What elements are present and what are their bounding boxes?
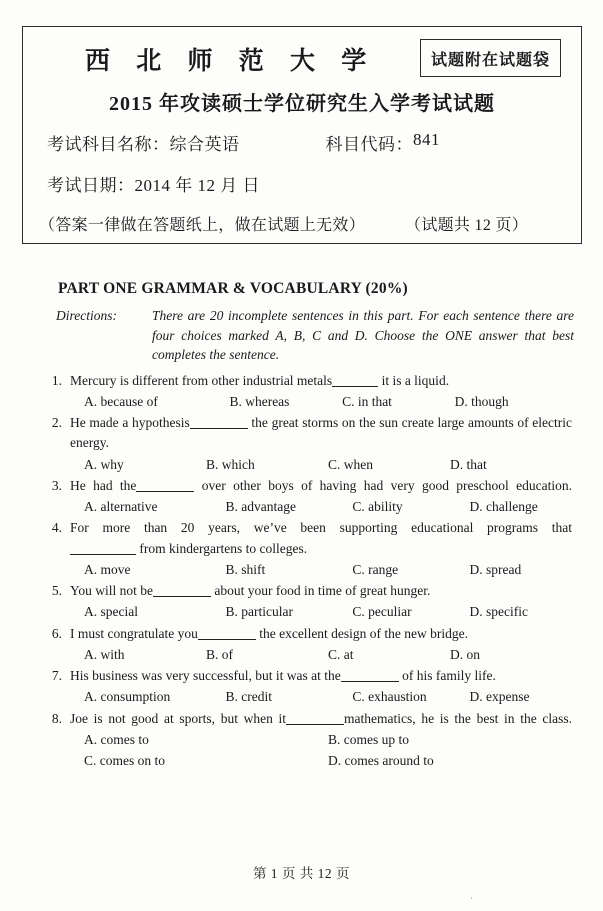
option-d[interactable]: D. though <box>454 393 509 409</box>
question-body <box>70 371 582 413</box>
subject-code-value: 841 <box>413 130 440 149</box>
option-c[interactable]: C. comes on to <box>84 753 165 769</box>
option-c[interactable]: C. exhaustion <box>352 689 427 705</box>
stem-part-b: about your food in time of great hunger. <box>214 583 431 599</box>
subject-line <box>37 130 567 155</box>
option-c[interactable]: C. range <box>352 561 399 577</box>
option-d[interactable]: D. challenge <box>469 499 538 515</box>
stem-part-a: Mercury is different from other industrial metals <box>70 372 333 388</box>
answer-blank <box>198 639 256 640</box>
date-line <box>37 171 567 196</box>
answer-blank <box>286 724 344 725</box>
option-a[interactable]: A. with <box>84 646 125 662</box>
question-stem <box>70 413 572 454</box>
stem-part-a: You will not be <box>70 583 154 599</box>
option-a[interactable]: A. comes to <box>84 731 149 747</box>
stem-part-a: For more than 20 years, we’ve been supporting educational programs that <box>70 520 572 536</box>
stem-part-b: over other boys of having had very good preschool education. <box>201 477 572 493</box>
question-item <box>40 709 582 772</box>
question-item <box>40 518 582 580</box>
total-pages-note: （试题共 12 页） <box>405 217 529 234</box>
answer-blank <box>341 681 399 682</box>
question-number: 5. <box>51 583 62 599</box>
question-body <box>70 666 582 708</box>
option-b[interactable]: B. advantage <box>225 499 296 515</box>
options-row <box>70 560 572 580</box>
options-row <box>70 497 572 517</box>
question-item <box>40 413 582 475</box>
stem-part-b: mathematics, he is the best in the class. <box>344 710 572 726</box>
question-number: 1. <box>51 372 62 388</box>
option-d[interactable]: D. that <box>450 456 487 472</box>
options-row <box>70 602 572 622</box>
notes-line <box>37 212 567 235</box>
question-stem <box>70 476 572 496</box>
question-number: 2. <box>51 415 62 431</box>
option-a[interactable]: A. special <box>84 604 138 620</box>
question-stem <box>70 371 572 391</box>
options-row <box>70 687 572 707</box>
page-footer: 第 1 页 共 12 页 <box>252 866 351 881</box>
question-stem-cont <box>70 539 572 559</box>
subject-label: 考试科目名称： <box>47 135 170 154</box>
header-top-row <box>37 37 567 77</box>
question-item <box>40 624 582 666</box>
option-a[interactable]: A. alternative <box>84 499 158 515</box>
date-label: 考试日期： <box>47 176 135 195</box>
directions-label: Directions: <box>56 308 117 323</box>
directions-block <box>56 306 582 365</box>
option-a[interactable]: A. why <box>84 456 124 472</box>
option-c[interactable]: C. when <box>328 456 373 472</box>
option-a[interactable]: A. consumption <box>84 689 171 705</box>
question-stem <box>70 518 572 538</box>
option-c[interactable]: C. in that <box>342 393 392 409</box>
university-name: 西 北 师 范 大 学 <box>85 48 377 75</box>
options-row <box>70 392 572 412</box>
option-d[interactable]: D. specific <box>469 604 528 620</box>
options-row <box>70 455 572 475</box>
option-d[interactable]: D. expense <box>469 689 530 705</box>
stem-part-b: the excellent design of the new bridge. <box>259 625 469 641</box>
options-row <box>70 645 572 665</box>
question-body <box>70 581 582 623</box>
stem-part-a: Joe is not good at sports, but when it <box>70 710 287 726</box>
options-row <box>70 730 572 750</box>
option-b[interactable]: B. comes up to <box>328 731 409 747</box>
option-b[interactable]: B. credit <box>225 689 273 705</box>
option-b[interactable]: B. which <box>206 456 255 472</box>
stem-part-b: of his family life. <box>402 668 496 684</box>
option-a[interactable]: A. because of <box>84 393 158 409</box>
date-value: 2014 年 12 月 日 <box>134 176 260 195</box>
option-b[interactable]: B. particular <box>225 604 293 620</box>
question-number: 7. <box>51 668 62 684</box>
exam-body <box>22 262 582 771</box>
exam-bag-note: 试题附在试题袋 <box>420 39 561 77</box>
answer-blank <box>332 386 378 387</box>
question-number: 4. <box>51 520 62 536</box>
directions-text: There are 20 incomplete sentences in this part. For each sentence there are four choices marked A, B, C and D. Choose the ONE answer that best completes the sentence. <box>152 308 574 363</box>
question-number: 6. <box>51 625 62 641</box>
question-body <box>70 476 582 518</box>
question-stem <box>70 581 572 601</box>
question-body <box>70 709 582 772</box>
subject-code-spacer <box>240 130 326 155</box>
question-item <box>40 371 582 413</box>
question-stem <box>70 709 572 729</box>
option-d[interactable]: D. comes around to <box>328 753 434 769</box>
question-body <box>70 518 582 580</box>
exam-header-box <box>22 26 582 244</box>
option-a[interactable]: A. move <box>84 561 131 577</box>
question-stem <box>70 624 572 644</box>
answer-sheet-note: （答案一律做在答题纸上，做在试题上无效） <box>39 217 366 234</box>
subject-code-label: 科目代码： <box>325 135 413 154</box>
stem-part-b: from kindergartens to colleges. <box>139 540 308 556</box>
option-b[interactable]: B. of <box>206 646 233 662</box>
scan-artifact: · <box>470 893 473 903</box>
stem-part-a: He had the <box>70 477 137 493</box>
stem-part-a: I must congratulate you <box>70 625 198 641</box>
answer-blank <box>190 428 248 429</box>
subject-value: 综合英语 <box>169 135 240 154</box>
answer-blank <box>153 596 211 597</box>
answer-blank <box>70 554 136 555</box>
option-c[interactable]: C. ability <box>352 499 403 515</box>
option-c[interactable]: C. at <box>328 646 354 662</box>
option-d[interactable]: D. spread <box>469 561 522 577</box>
question-item <box>40 581 582 623</box>
stem-part-b: the great storms on the sun create large amounts of electric energy. <box>70 415 572 451</box>
stem-part-b: it is a liquid. <box>381 372 450 388</box>
question-body <box>70 413 582 475</box>
exam-title: 2015 年攻读硕士学位研究生入学考试试题 <box>109 93 495 115</box>
question-item <box>40 666 582 708</box>
option-b[interactable]: B. whereas <box>229 393 290 409</box>
question-number: 3. <box>51 477 62 493</box>
option-b[interactable]: B. shift <box>225 561 266 577</box>
part-one-title: PART ONE GRAMMAR & VOCABULARY (20%) <box>58 280 408 297</box>
question-stem <box>70 666 572 686</box>
options-row-2 <box>70 751 572 771</box>
answer-blank <box>136 491 194 492</box>
question-body <box>70 624 582 666</box>
stem-part-a: He made a hypothesis <box>70 415 190 431</box>
option-d[interactable]: D. on <box>450 646 480 662</box>
question-number: 8. <box>51 710 62 726</box>
stem-part-a: His business was very successful, but it was at the <box>70 668 341 684</box>
question-item <box>40 476 582 518</box>
option-c[interactable]: C. peculiar <box>352 604 412 620</box>
